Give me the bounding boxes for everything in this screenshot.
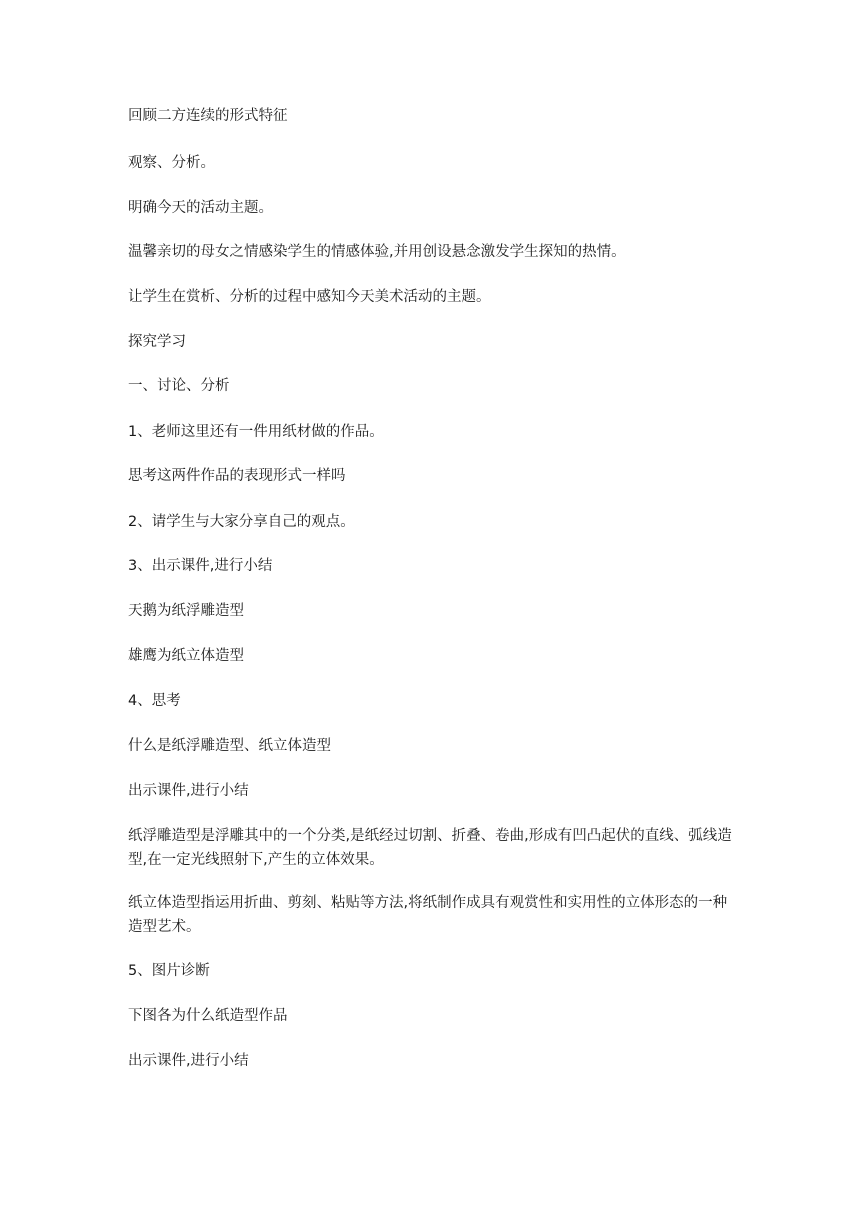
paragraph: 温馨亲切的母女之情感染学生的情感体验,并用创设悬念激发学生探知的热情。: [128, 244, 626, 260]
paragraph: 纸浮雕造型是浮雕其中的一个分类,是纸经过切割、折叠、卷曲,形成有凹凸起伏的直线、弧线造型,在一定光线照射下,产生的立体效果。: [128, 828, 732, 868]
paragraph: 天鹅为纸浮雕造型: [128, 603, 244, 619]
list-item: 4、思考: [128, 693, 181, 709]
paragraph: 什么是纸浮雕造型、纸立体造型: [128, 738, 331, 754]
list-item: 2、请学生与大家分享自己的观点。: [128, 514, 355, 530]
paragraph: 下图各为什么纸造型作品: [128, 1008, 288, 1024]
paragraph: 出示课件,进行小结: [128, 783, 249, 799]
section-heading: 探究学习: [128, 334, 186, 350]
list-item: 1、老师这里还有一件用纸材做的作品。: [128, 424, 384, 440]
paragraph: 雄鹰为纸立体造型: [128, 648, 244, 664]
paragraph: 思考这两件作品的表现形式一样吗: [128, 468, 346, 484]
list-item: 3、出示课件,进行小结: [128, 558, 273, 574]
paragraph: 观察、分析。: [128, 155, 215, 171]
paragraph: 回顾二方连续的形式特征: [128, 108, 288, 124]
paragraph: 纸立体造型指运用折曲、剪刻、粘贴等方法,将纸制作成具有观赏性和实用性的立体形态的一种造型艺术。: [128, 895, 728, 935]
paragraph: 让学生在赏析、分析的过程中感知今天美术活动的主题。: [128, 289, 491, 305]
paragraph: 出示课件,进行小结: [128, 1053, 249, 1069]
paragraph: 明确今天的活动主题。: [128, 200, 273, 216]
list-item: 5、图片诊断: [128, 963, 210, 979]
subsection-heading: 一、讨论、分析: [128, 378, 230, 394]
